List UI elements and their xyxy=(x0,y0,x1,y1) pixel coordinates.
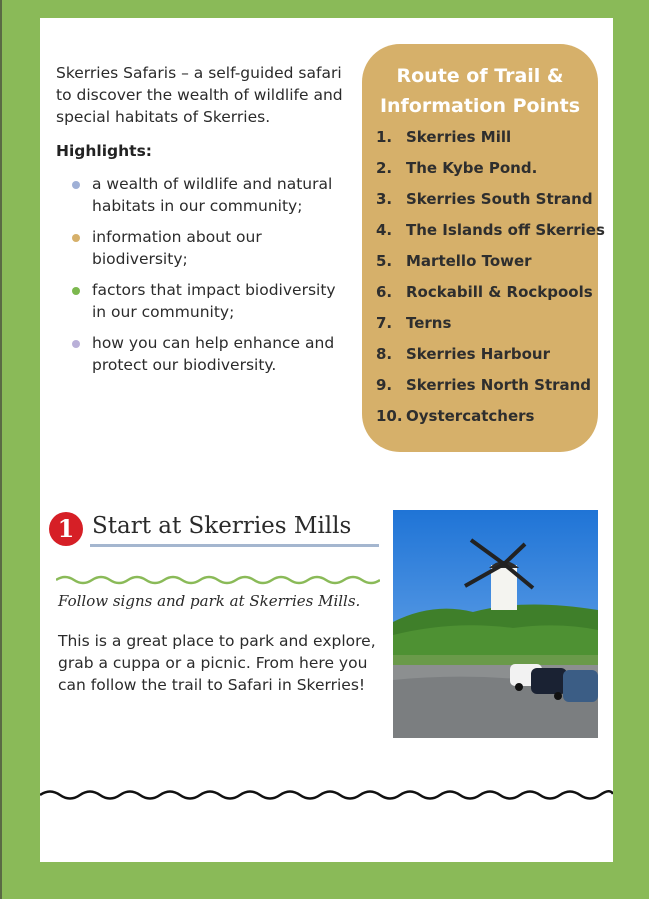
route-number: 6. xyxy=(376,283,393,301)
bullet-dot-icon xyxy=(72,340,80,348)
route-number: 3. xyxy=(376,190,393,208)
windmill-photo xyxy=(393,510,598,738)
route-label: Martello Tower xyxy=(406,252,532,270)
route-item xyxy=(376,221,605,252)
route-title-line: Information Points xyxy=(379,95,581,117)
bullet-dot-icon xyxy=(72,287,80,295)
route-list xyxy=(376,128,605,438)
step-number-badge: 1 xyxy=(49,512,83,546)
document-page xyxy=(40,18,613,862)
route-label: Skerries Harbour xyxy=(406,345,551,363)
route-item xyxy=(376,314,605,345)
highlight-text: a wealth of wildlife and natural habitats in our community; xyxy=(92,175,333,215)
route-number: 8. xyxy=(376,345,393,363)
step-body: This is a great place to park and explore, grab a cuppa or a picnic. From here you can follow the trail to Safari in Skerries! xyxy=(58,632,376,694)
bullet-dot-icon xyxy=(72,181,80,189)
route-title-line: Route of Trail & xyxy=(396,65,564,87)
title-underline xyxy=(90,544,379,547)
route-label: Skerries South Strand xyxy=(406,190,593,208)
step-subtitle: Follow signs and park at Skerries Mills. xyxy=(58,592,361,610)
route-label: Rockabill & Rockpools xyxy=(406,283,593,301)
route-item xyxy=(376,252,605,283)
highlights-heading: Highlights: xyxy=(56,142,153,160)
route-item xyxy=(376,283,605,314)
highlights-list xyxy=(70,173,345,385)
route-item xyxy=(376,159,605,190)
route-label: Oystercatchers xyxy=(406,407,535,425)
route-number: 7. xyxy=(376,314,393,332)
route-number: 4. xyxy=(376,221,393,239)
route-label: The Kybe Pond. xyxy=(406,159,538,177)
route-title xyxy=(362,61,598,121)
highlight-text: information about our biodiversity; xyxy=(92,228,262,268)
list-item xyxy=(70,226,345,270)
wavy-divider-black xyxy=(40,788,613,802)
highlight-text: factors that impact biodiversity in our community; xyxy=(92,281,336,321)
route-label: Skerries Mill xyxy=(406,128,512,146)
route-number: 2. xyxy=(376,159,393,177)
route-label: Terns xyxy=(406,314,452,332)
step-title: Start at Skerries Mills xyxy=(92,513,352,539)
route-item xyxy=(376,345,605,376)
list-item xyxy=(70,173,345,217)
route-item xyxy=(376,128,605,159)
route-label: Skerries North Strand xyxy=(406,376,592,394)
wavy-divider-green xyxy=(56,574,380,586)
route-number: 9. xyxy=(376,376,393,394)
route-info-box xyxy=(362,44,605,452)
route-number: 5. xyxy=(376,252,393,270)
route-item xyxy=(376,407,605,438)
intro-text: Skerries Safaris – a self-guided safari to discover the wealth of wildlife and special habitats of Skerries. xyxy=(56,64,343,126)
route-number: 10. xyxy=(376,407,403,425)
route-label: The Islands off Skerries xyxy=(406,221,605,239)
list-item xyxy=(70,279,345,323)
list-item xyxy=(70,332,345,376)
bullet-dot-icon xyxy=(72,234,80,242)
route-item xyxy=(376,376,605,407)
highlight-text: how you can help enhance and protect our biodiversity. xyxy=(92,334,335,374)
route-item xyxy=(376,190,605,221)
route-number: 1. xyxy=(376,128,393,146)
